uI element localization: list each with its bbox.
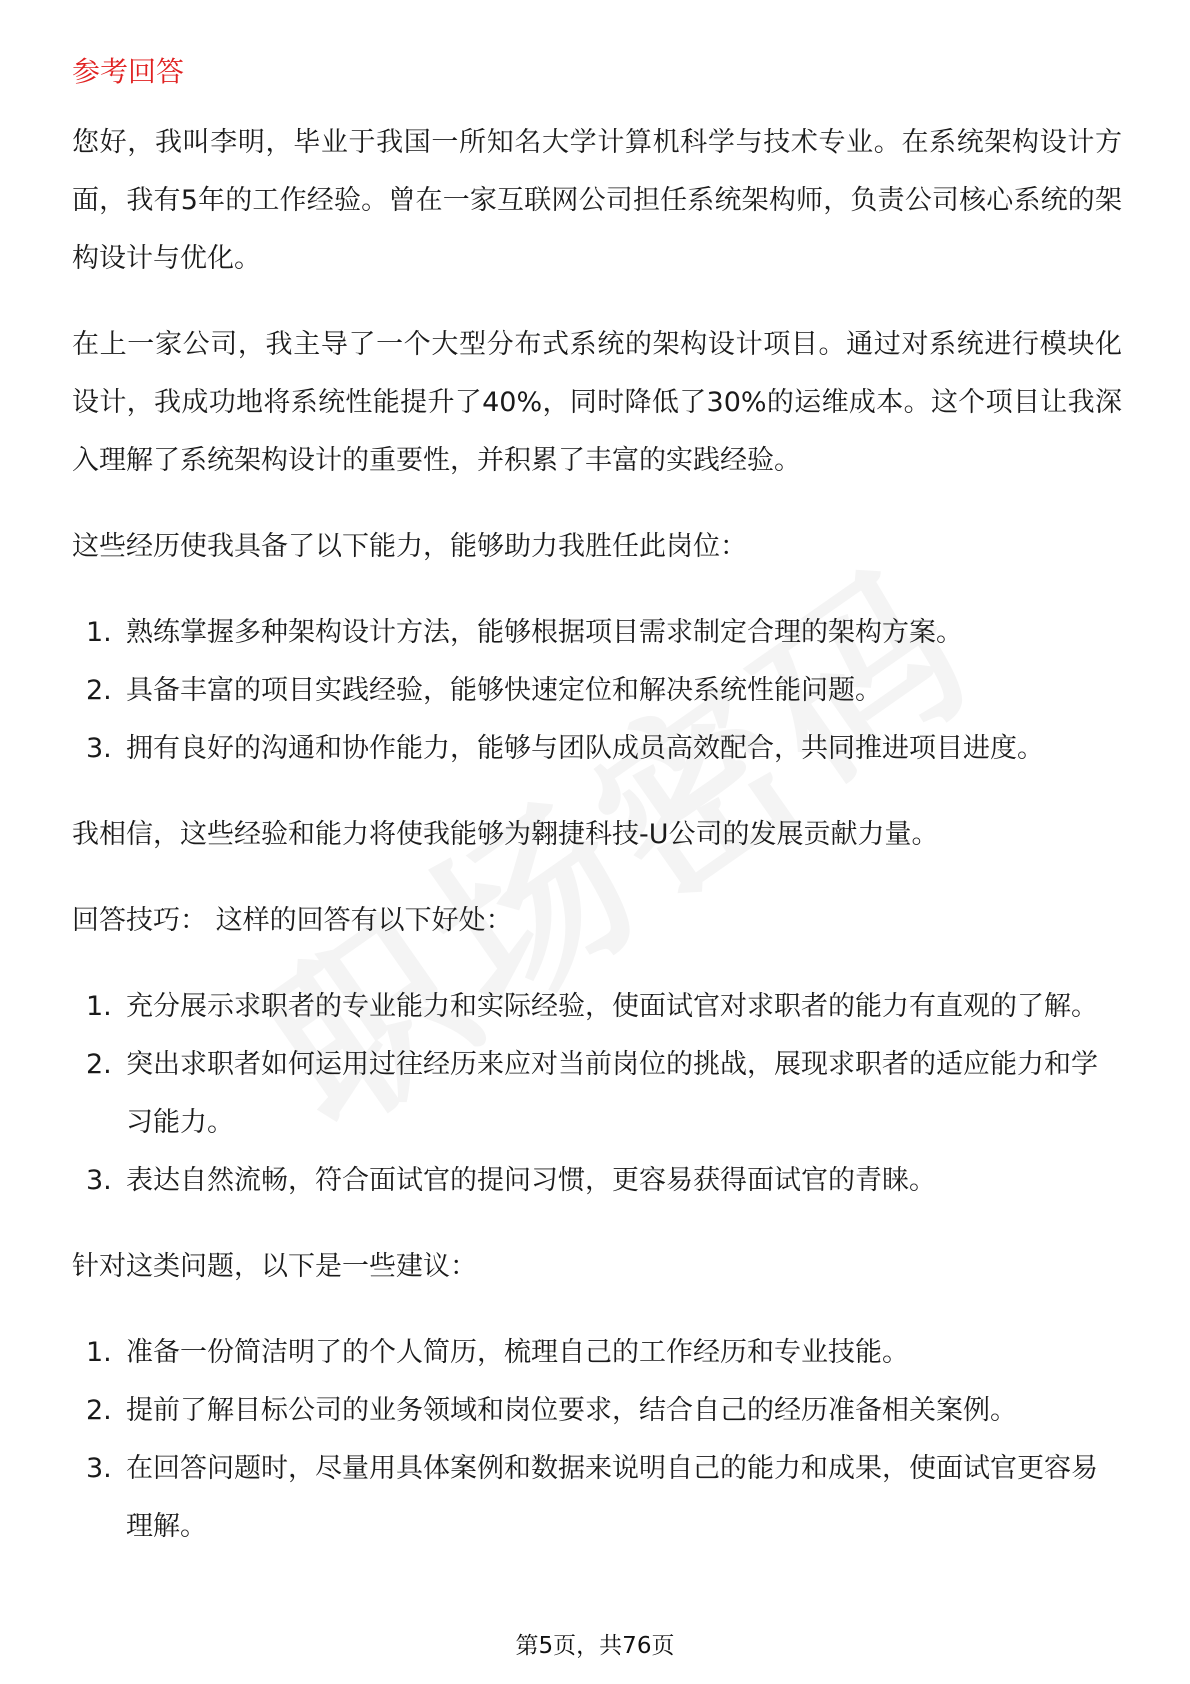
list-item: 2. 突出求职者如何运用过往经历来应对当前岗位的挑战，展现求职者的适应能力和学习能力。 <box>86 1049 1098 1138</box>
list-item: 3. 拥有良好的沟通和协作能力，能够与团队成员高效配合，共同推进项目进度。 <box>86 733 1044 764</box>
abilities-list <box>72 604 1122 778</box>
project-paragraph: 在上一家公司，我主导了一个大型分布式系统的架构设计项目。通过对系统进行模块化设计，我成功地将系统性能提升了40%，同时降低了30%的运维成本。这个项目让我深入理解了系统架构设计的重要性，并积累了丰富的实践经验。 <box>72 329 1122 476</box>
list-item: 2. 具备丰富的项目实践经验，能够快速定位和解决系统性能问题。 <box>86 675 882 706</box>
advice-list <box>72 1324 1122 1556</box>
section-title: 参考回答 <box>72 55 185 88</box>
list-item: 1. 准备一份简洁明了的个人简历，梳理自己的工作经历和专业技能。 <box>86 1337 909 1368</box>
intro-paragraph: 您好，我叫李明，毕业于我国一所知名大学计算机科学与技术专业。在系统架构设计方面，我有5年的工作经验。曾在一家互联网公司担任系统架构师，负责公司核心系统的架构设计与优化。 <box>72 127 1122 274</box>
list-item: 1. 充分展示求职者的专业能力和实际经验，使面试官对求职者的能力有直观的了解。 <box>86 991 1098 1022</box>
document-content <box>72 48 1122 1584</box>
advice-intro: 针对这类问题，以下是一些建议： <box>72 1251 477 1282</box>
abilities-intro: 这些经历使我具备了以下能力，能够助力我胜任此岗位： <box>72 531 747 562</box>
list-item: 2. 提前了解目标公司的业务领域和岗位要求，结合自己的经历准备相关案例。 <box>86 1395 1017 1426</box>
list-item: 3. 在回答问题时，尽量用具体案例和数据来说明自己的能力和成果，使面试官更容易理解。 <box>86 1453 1098 1542</box>
list-item: 1. 熟练掌握多种架构设计方法，能够根据项目需求制定合理的架构方案。 <box>86 617 963 648</box>
belief-paragraph: 我相信，这些经验和能力将使我能够为翱捷科技-U公司的发展贡献力量。 <box>72 819 939 850</box>
page-number: 第5页，共76页 <box>515 1633 675 1659</box>
tips-intro: 回答技巧： 这样的回答有以下好处： <box>72 905 513 936</box>
benefits-list <box>72 978 1122 1210</box>
list-item: 3. 表达自然流畅，符合面试官的提问习惯，更容易获得面试官的青睐。 <box>86 1165 936 1196</box>
